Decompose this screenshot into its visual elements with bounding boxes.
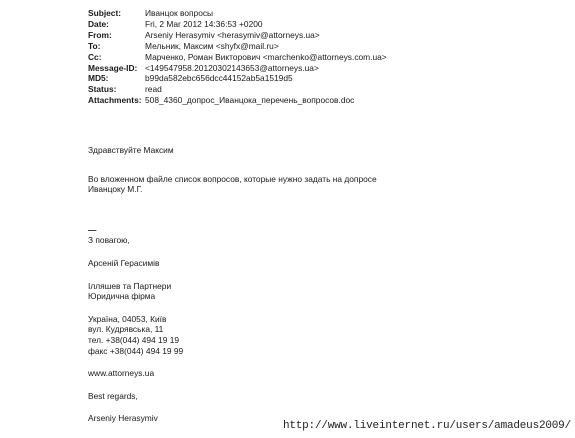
header-row-message-id <box>88 62 387 73</box>
signature-separator: — <box>88 224 97 235</box>
website-link[interactable]: www.attorneys.ua <box>88 368 155 379</box>
greeting: Здравствуйте Максим <box>88 145 174 155</box>
attachment-filename: 508_4360_допрос_Иванцока_перечень_вопросов.doc <box>145 95 355 106</box>
header-label: Cc: <box>88 51 102 62</box>
header-value: Arseniy Herasymiv <herasymiv@attorneys.ua> <box>145 29 320 40</box>
header-label: From: <box>88 29 112 40</box>
address-line: Україна, 04053, Київ <box>88 313 167 324</box>
header-value: read <box>145 84 162 95</box>
header-label: Attachments: <box>88 95 142 106</box>
header-row-attachments <box>88 95 387 106</box>
header-label: Status: <box>88 84 117 95</box>
source-watermark: http://www.liveinternet.ru/users/amadeus2009/ <box>282 420 571 433</box>
header-value: <149547958.20120302143653@attorneys.ua> <box>145 62 319 73</box>
email-headers <box>88 8 387 106</box>
header-row-to <box>88 41 387 52</box>
header-row-subject <box>88 8 387 19</box>
header-label: To: <box>88 40 101 51</box>
header-row-status <box>88 84 387 95</box>
signature-name-english: Arseniy Herasymiv <box>88 413 158 424</box>
email-body <box>88 145 558 424</box>
header-row-md5 <box>88 73 387 84</box>
header-value: Иванцок вопросы <box>145 8 214 19</box>
company-name: Ілляшев та Партнери <box>88 280 172 291</box>
header-label: MD5: <box>88 73 109 84</box>
fax-number: факс +38(044) 494 19 99 <box>88 345 184 356</box>
header-label: Message-ID: <box>88 62 138 73</box>
header-label: Subject: <box>88 8 122 19</box>
phone-number: тел. +38(044) 494 19 19 <box>88 334 180 345</box>
header-value: b99da582ebc656dcc44152ab5a1519d5 <box>145 73 293 84</box>
header-value: Марченко, Роман Викторович <marchenko@attorneys.com.ua> <box>145 51 387 62</box>
message-text-line: Во вложенном файле список вопросов, которые нужно задать на допросе <box>88 173 377 184</box>
closing-ukrainian: З повагою, <box>88 235 130 246</box>
signature-name-ukrainian: Арсеній Герасимів <box>88 257 160 268</box>
address-line: вул. Кудрявська, 11 <box>88 324 164 335</box>
message-text-line: Иванцоку М.Г. <box>88 184 143 195</box>
header-row-cc <box>88 52 387 63</box>
closing-english: Best regards, <box>88 390 138 401</box>
header-value: Fri, 2 Mar 2012 14:36:53 +0200 <box>145 19 263 30</box>
company-type: Юридична фірма <box>88 291 156 302</box>
header-value: Мельник, Максим <shyfx@mail.ru> <box>145 40 279 51</box>
header-row-from <box>88 30 387 41</box>
header-row-date <box>88 19 387 30</box>
header-label: Date: <box>88 19 109 30</box>
